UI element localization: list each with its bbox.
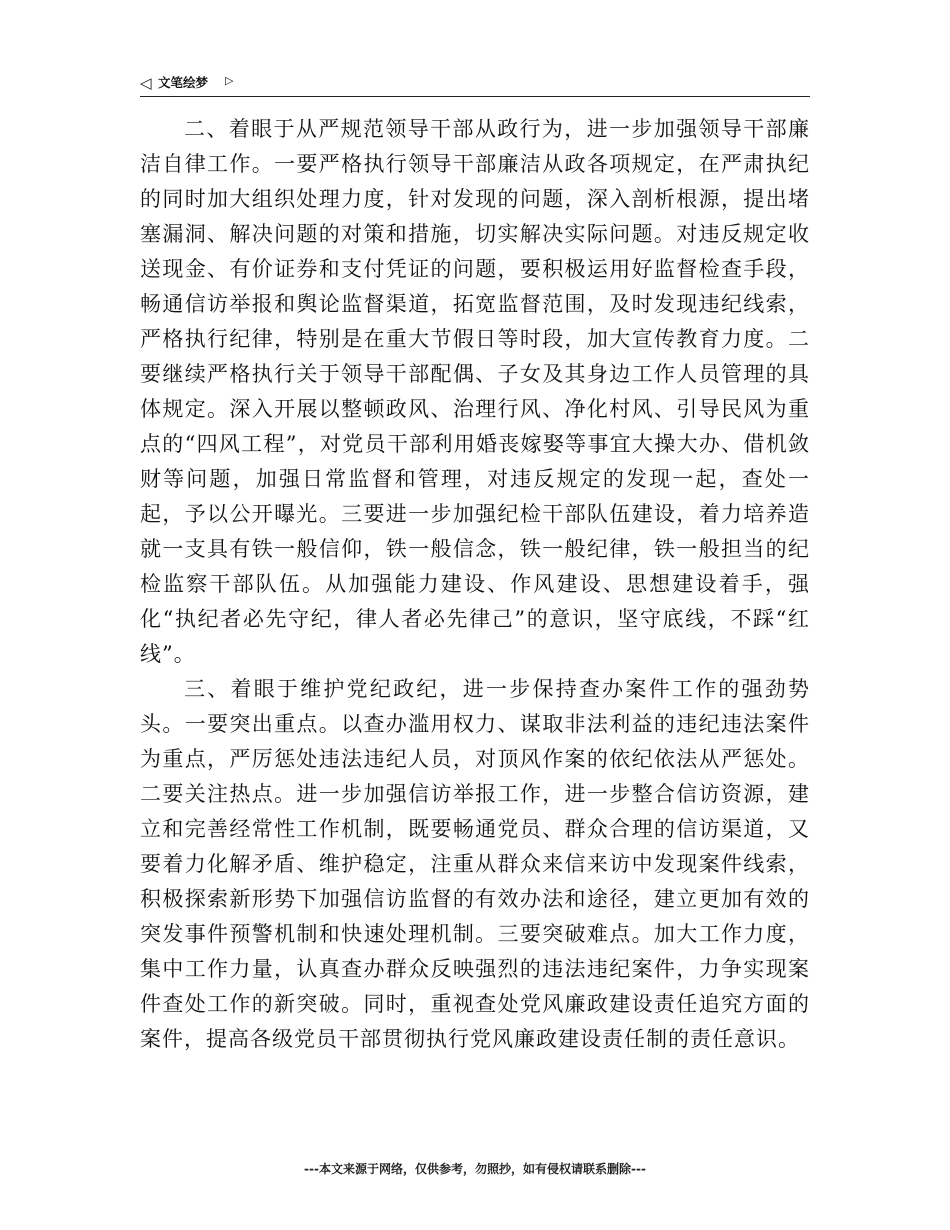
paragraph-2: 二、着眼于从严规范领导干部从政行为，进一步加强领导干部廉洁自律工作。一要严格执行领导干部廉洁从政各项规定，在严肃执纪的同时加大组织处理力度，针对发现的问题，深入剖析根源，提出堵塞漏洞、解决问题的对策和措施，切实解决实际问题。对违反规定收送现金、有价证券和支付凭证的问题，要积极运用好监督检查手段，畅通信访举报和舆论监督渠道，拓宽监督范围，及时发现违纪线索，严格执行纪律，特别是在重大节假日等时段，加大宣传教育力度。二要继续严格执行关于领导干部配偶、子女及其身边工作人员管理的具体规定。深入开展以整顿政风、治理行风、净化村风、引导民风为重点的“四风工程”，对党员干部利用婚丧嫁娶等事宜大操大办、借机敛财等问题，加强日常监督和管理，对违反规定的发现一起，查处一起，予以公开曝光。三要进一步加强纪检干部队伍建设，着力培养造就一支具有铁一般信仰，铁一般信念，铁一般纪律，铁一般担当的纪检监察干部队伍。从加强能力建设、作风建设、思想建设着手，强化“执纪者必先守纪，律人者必先律己”的意识，坚守底线，不踩“红线”。 (140, 117, 810, 666)
triangle-left-icon: ◁ (140, 74, 152, 92)
footer-disclaimer: ---本文来源于网络，仅供参考，勿照抄，如有侵权请联系删除--- (304, 1162, 646, 1176)
document-body (140, 112, 810, 1057)
triangle-right-icon: ▷ (225, 74, 234, 87)
page-header (140, 72, 810, 97)
header-title: 文笔绘梦 (158, 75, 209, 90)
paragraph-3: 三、着眼于维护党纪政纪，进一步保持查办案件工作的强劲势头。一要突出重点。以查办滥用权力、谋取非法利益的违纪违法案件为重点，严厉惩处违法违纪人员，对顶风作案的依纪依法从严惩处。二要关注热点。进一步加强信访举报工作，进一步整合信访资源，建立和完善经常性工作机制，既要畅通党员、群众合理的信访渠道，又要着力化解矛盾、维护稳定，注重从群众来信来访中发现案件线索，积极探索新形势下加强信访监督的有效办法和途径，建立更加有效的突发事件预警机制和快速处理机制。三要突破难点。加大工作力度，集中工作力量，认真查办群众反映强烈的违法违纪案件，力争实现案件查处工作的新突破。同时，重视查处党风廉政建设责任追究方面的案件，提高各级党员干部贯彻执行党风廉政建设责任制的责任意识。 (140, 677, 810, 1051)
